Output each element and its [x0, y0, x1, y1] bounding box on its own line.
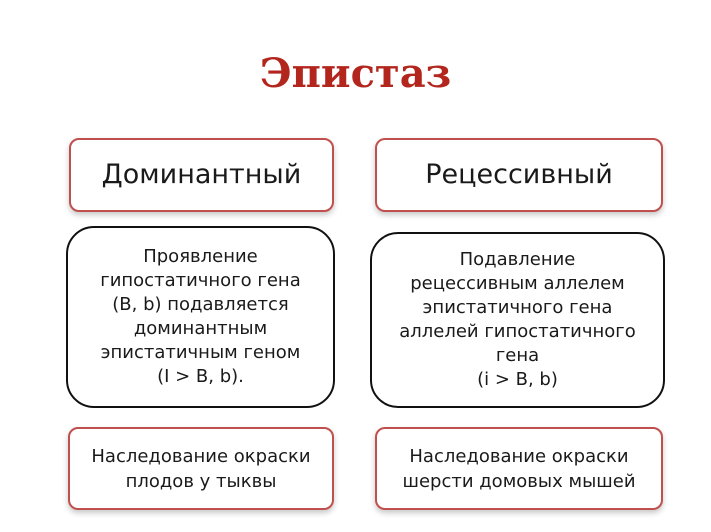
recessive-description-text: Подавление рецессивным аллелем эпистатичного гена аллелей гипостатичного гена (i > B, b) [399, 249, 636, 390]
dominant-description-box [66, 226, 335, 408]
dominant-description-text: Проявление гипостатичного гена (B, b) подавляется доминантным эпистатичным геном (I > B, b). [100, 246, 301, 387]
diagram-title: Эпистаз [259, 50, 452, 97]
recessive-header-label: Рецессивный [425, 159, 613, 190]
dominant-example-box [68, 427, 334, 510]
recessive-header-box [375, 138, 663, 212]
recessive-description-box [370, 232, 665, 408]
recessive-example-text: Наследование окраски шерсти домовых мышей [402, 445, 636, 492]
dominant-header-label: Доминантный [101, 159, 302, 190]
dominant-header-box [69, 138, 334, 212]
recessive-example-box [375, 427, 663, 510]
dominant-example-text: Наследование окраски плодов у тыквы [91, 445, 311, 492]
